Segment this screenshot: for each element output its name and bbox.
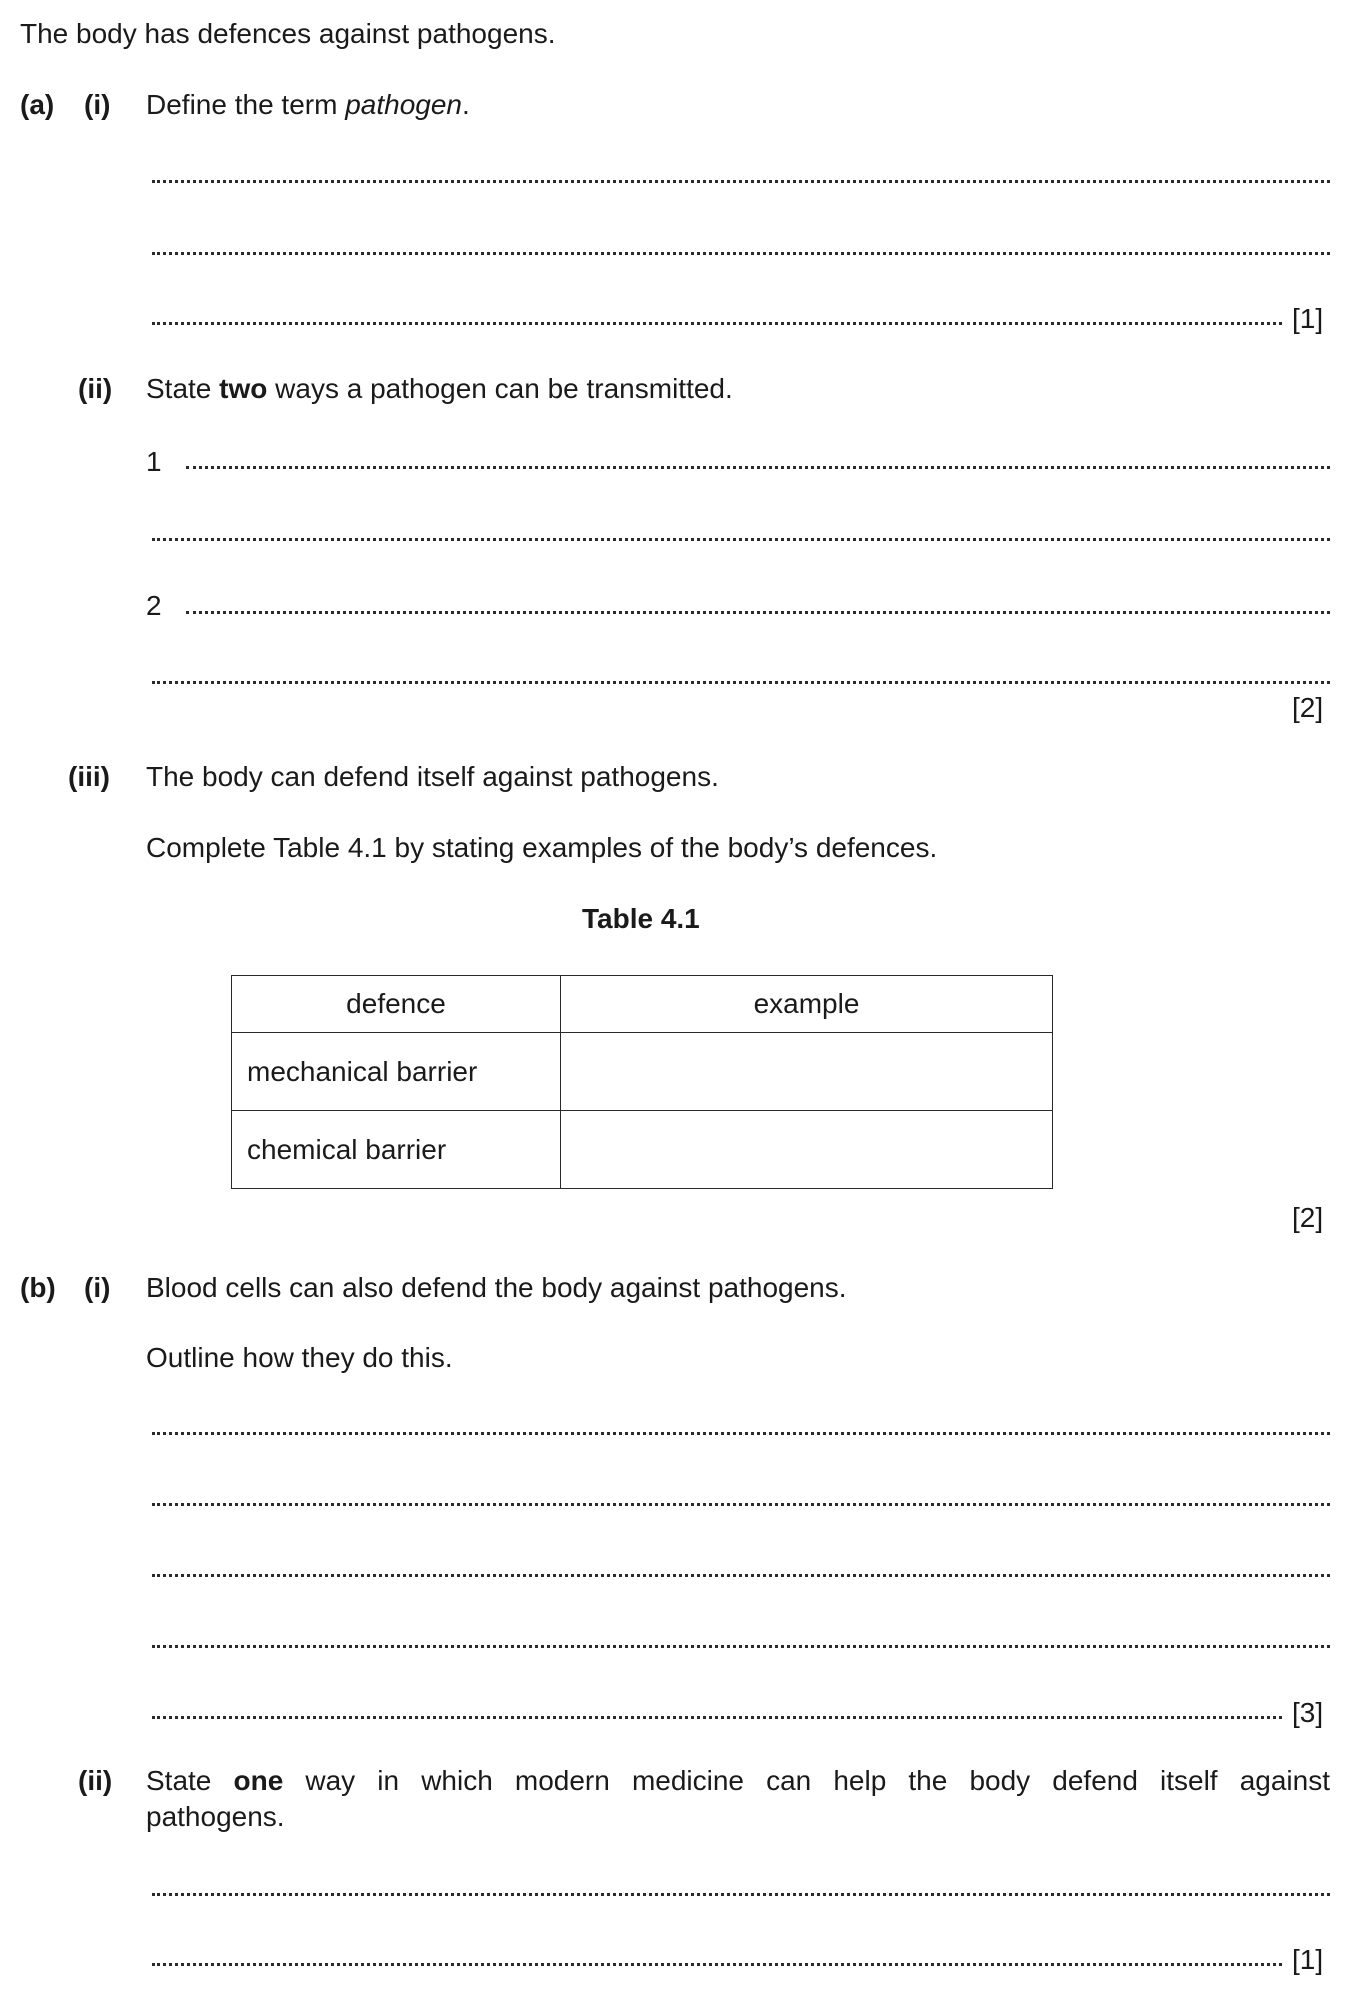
mark-allocation: [2] — [1292, 1202, 1324, 1233]
part-b-i-label: (i) — [84, 1272, 111, 1303]
part-b-label: (b) — [20, 1272, 56, 1303]
answer-line[interactable] — [152, 1432, 1330, 1435]
answer-line[interactable] — [152, 1645, 1330, 1648]
part-a-i-label: (i) — [84, 89, 111, 120]
answer-line[interactable] — [186, 611, 1330, 614]
part-a-ii-question: State two ways a pathogen can be transmitted. — [146, 373, 733, 404]
table-cell-defence: mechanical barrier — [232, 1033, 561, 1111]
part-b-i-instruction: Outline how they do this. — [146, 1342, 453, 1373]
intro-text: The body has defences against pathogens. — [20, 18, 556, 49]
table-cell-example-answer[interactable] — [561, 1033, 1053, 1111]
answer-number: 2 — [146, 590, 162, 621]
answer-line[interactable] — [186, 466, 1330, 469]
table-header-defence: defence — [232, 976, 561, 1033]
mark-allocation: [1] — [1292, 303, 1324, 334]
answer-line[interactable] — [152, 1503, 1330, 1506]
part-a-i-question: Define the term pathogen. — [146, 89, 470, 120]
mark-allocation: [2] — [1292, 692, 1324, 723]
part-b-i-text: Blood cells can also defend the body against pathogens. — [146, 1272, 847, 1303]
table-header-example: example — [561, 976, 1053, 1033]
part-a-ii-label: (ii) — [78, 373, 113, 404]
answer-line[interactable] — [152, 681, 1330, 684]
table-row — [232, 1111, 1053, 1189]
answer-number: 1 — [146, 446, 162, 477]
table-cell-defence: chemical barrier — [232, 1111, 561, 1189]
answer-line[interactable] — [152, 1574, 1330, 1577]
answer-line[interactable] — [152, 1893, 1330, 1896]
answer-line[interactable] — [152, 1716, 1282, 1719]
mark-allocation: [1] — [1292, 1944, 1324, 1975]
table-title: Table 4.1 — [582, 903, 700, 934]
answer-line[interactable] — [152, 252, 1330, 255]
part-b-ii-label: (ii) — [78, 1765, 113, 1796]
mark-allocation: [3] — [1292, 1697, 1324, 1728]
table-row — [232, 1033, 1053, 1111]
part-a-iii-text: The body can defend itself against pathogens. — [146, 761, 719, 792]
defence-table — [231, 975, 1053, 1189]
answer-line[interactable] — [152, 538, 1330, 541]
answer-line[interactable] — [152, 322, 1282, 325]
part-a-iii-label: (iii) — [68, 761, 110, 792]
table-header-row — [232, 976, 1053, 1033]
table-cell-example-answer[interactable] — [561, 1111, 1053, 1189]
part-a-iii-instruction: Complete Table 4.1 by stating examples of the body’s defences. — [146, 832, 938, 863]
answer-line[interactable] — [152, 1963, 1282, 1966]
answer-line[interactable] — [152, 180, 1330, 183]
part-b-ii-question-continued: pathogens. — [146, 1801, 285, 1832]
part-b-ii-question: State one way in which modern medicine can help the body defend itself against — [146, 1765, 1330, 1796]
part-a-label: (a) — [20, 89, 55, 120]
